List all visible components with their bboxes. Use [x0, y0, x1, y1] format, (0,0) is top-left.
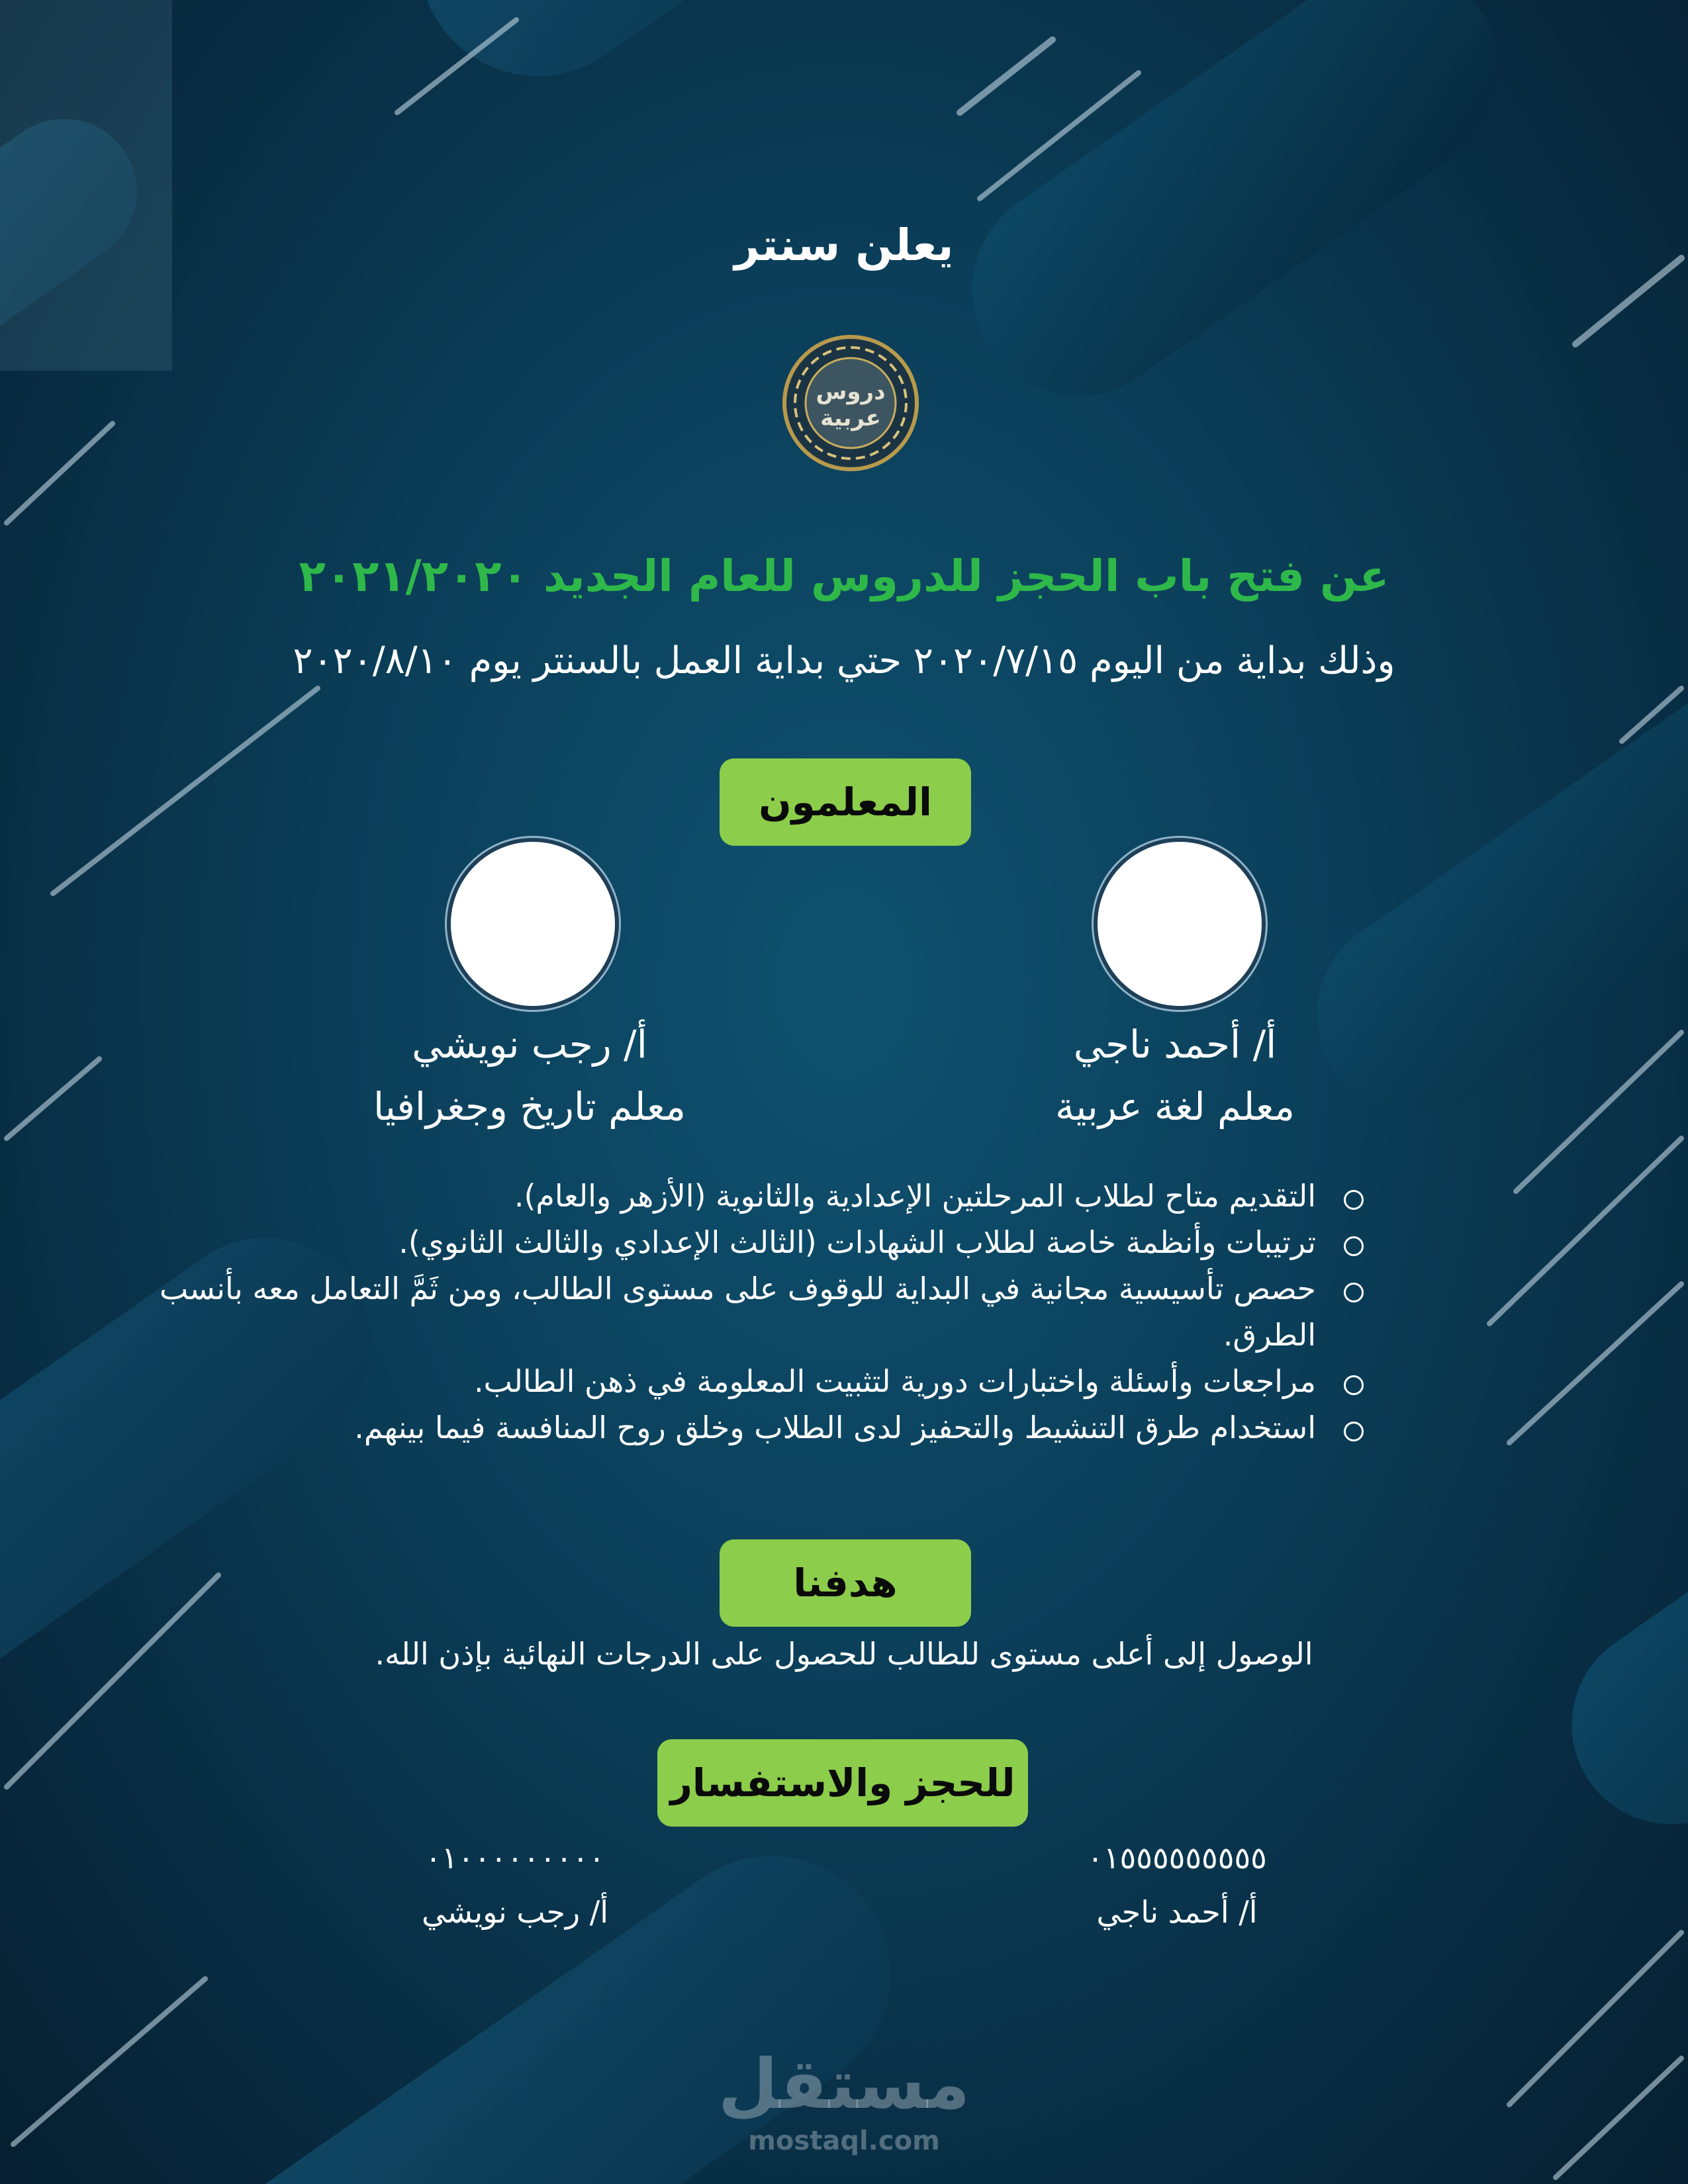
teacher-subject-1: معلم لغة عربية	[1055, 1084, 1295, 1129]
circle-bullet-icon	[1344, 1190, 1364, 1210]
teacher-avatar-1	[1094, 838, 1266, 1010]
teachers-label: المعلمون	[720, 758, 971, 846]
features-list	[159, 1173, 1364, 1451]
subline: وذلك بداية من اليوم ٢٠٢٠/٧/١٥ حتي بداية العمل بالسنتر يوم ٢٠٢٠/٨/١٠	[293, 639, 1395, 682]
feature-item: استخدام طرق التنشيط والتحفيز لدى الطلاب وخلق روح المنافسة فيما بينهم.	[159, 1404, 1364, 1451]
announce-heading: يعلن سنتر	[734, 220, 954, 271]
watermark-url: mostaql.com	[748, 2126, 940, 2156]
headline: عن فتح باب الحجز للدروس للعام الجديد ٢٠٢١/٢٠٢٠	[299, 551, 1389, 602]
contact-phone-2: ٠١٠٠٠٠٠٠٠٠٠	[425, 1840, 605, 1876]
logo-text-line2: عربية	[820, 405, 881, 432]
feature-item: مراجعات وأسئلة واختبارات دورية لتثبيت المعلومة في ذهن الطالب.	[159, 1358, 1364, 1404]
feature-item: حصص تأسيسية مجانية في البداية للوقوف على مستوى الطالب، ومن ثَمَّ التعامل معه بأنسب الطرق.	[159, 1265, 1364, 1358]
contact-name-2: أ/ رجب نويشي	[421, 1894, 609, 1930]
center-logo	[782, 335, 919, 471]
contact-label: للحجز والاستفسار	[657, 1739, 1028, 1827]
feature-item: التقديم متاح لطلاب المرحلتين الإعدادية والثانوية (الأزهر والعام).	[159, 1173, 1364, 1219]
teacher-subject-2: معلم تاريخ وجغرافيا	[373, 1084, 686, 1129]
watermark-arabic: مستقل	[718, 2044, 970, 2124]
circle-bullet-icon	[1344, 1283, 1364, 1302]
circle-bullet-icon	[1344, 1236, 1364, 1256]
feature-item: ترتيبات وأنظمة خاصة لطلاب الشهادات (الثالث الإعدادي والثالث الثانوي).	[159, 1219, 1364, 1265]
teacher-name-2: أ/ رجب نويشي	[412, 1022, 647, 1067]
goal-label: هدفنا	[720, 1539, 971, 1627]
circle-bullet-icon	[1344, 1375, 1364, 1395]
goal-text: الوصول إلى أعلى مستوى للطالب للحصول على الدرجات النهائية بإذن الله.	[375, 1636, 1313, 1672]
logo-text-line1: دروس	[816, 379, 886, 405]
teacher-name-1: أ/ أحمد ناجي	[1073, 1022, 1277, 1067]
circle-bullet-icon	[1344, 1422, 1364, 1441]
contact-name-1: أ/ أحمد ناجي	[1096, 1894, 1258, 1930]
teacher-avatar-2	[447, 838, 619, 1010]
contact-phone-1: ٠١٥٥٥٥٥٥٥٥٥	[1087, 1840, 1267, 1876]
